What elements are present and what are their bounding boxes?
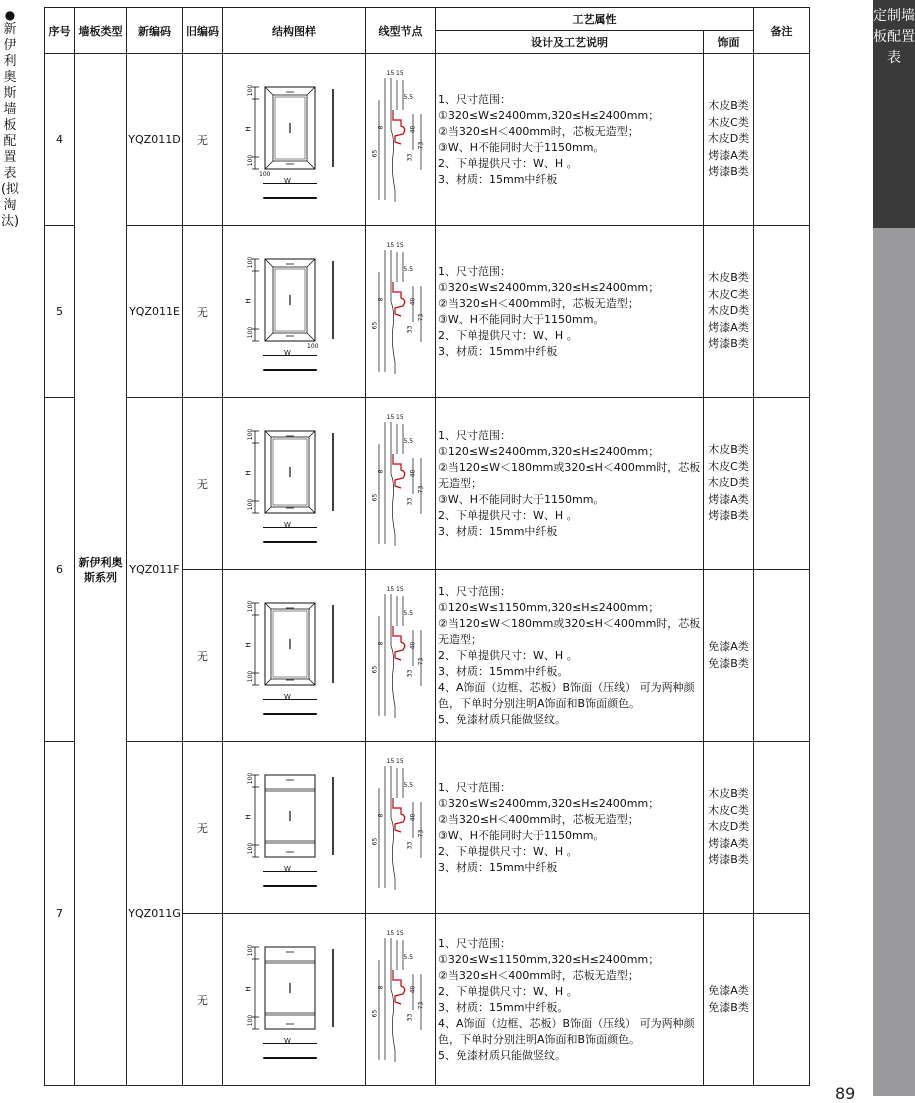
node-label: 33 bbox=[405, 497, 413, 505]
node-label: 33 bbox=[405, 325, 413, 333]
dim-label: H bbox=[244, 813, 253, 820]
finish-item: 木皮B类 bbox=[708, 787, 749, 801]
node-label: 40 bbox=[408, 297, 416, 305]
description-line: 3、材质：15mm中纤板 bbox=[438, 344, 558, 358]
dim-label: H bbox=[244, 641, 253, 648]
node-label: 65 bbox=[370, 665, 378, 673]
node-drawing bbox=[366, 570, 436, 742]
dim-label: W bbox=[284, 692, 291, 701]
node-drawing bbox=[366, 914, 436, 1086]
row-finish bbox=[704, 226, 754, 398]
row-code: YQZ011D bbox=[127, 54, 183, 226]
finish-item: 木皮B类 bbox=[708, 443, 749, 457]
description-line: ③W、H不能同时大于1150mm。 bbox=[438, 492, 605, 506]
row-seq: 7 bbox=[45, 742, 75, 1086]
row-old-code: 无 bbox=[183, 398, 223, 570]
dim-label: 100 bbox=[247, 772, 255, 784]
node-label: 15 15 bbox=[386, 413, 404, 421]
row-old-code: 无 bbox=[183, 914, 223, 1086]
row-remark bbox=[754, 914, 810, 1086]
description-line: 1、尺寸范围： bbox=[438, 936, 511, 950]
bottom-section bbox=[263, 885, 317, 887]
dim-label: 100 bbox=[247, 944, 255, 956]
dim-label: 100 bbox=[247, 84, 255, 96]
node-label: 5.5 bbox=[403, 953, 414, 961]
description-line: 3、材质：15mm中纤板。 bbox=[438, 1000, 569, 1014]
row-finish bbox=[704, 914, 754, 1086]
finish-item: 木皮C类 bbox=[708, 803, 749, 817]
config-table bbox=[44, 7, 810, 1086]
finish-item: 木皮D类 bbox=[707, 132, 750, 146]
row-old-code: 无 bbox=[183, 54, 223, 226]
dim-label: 100 bbox=[247, 1014, 255, 1026]
row-finish bbox=[704, 570, 754, 742]
row-finish bbox=[704, 54, 754, 226]
header-remark: 备注 bbox=[754, 8, 810, 54]
dim-label: 100 bbox=[307, 342, 319, 350]
description-line: 2、下单提供尺寸：W、H 。 bbox=[438, 648, 578, 662]
description-line: 2、下单提供尺寸：W、H 。 bbox=[438, 156, 578, 170]
row-description bbox=[436, 226, 704, 398]
description-line: 2、下单提供尺寸：W、H 。 bbox=[438, 984, 578, 998]
finish-item: 烤漆A类 bbox=[708, 836, 749, 850]
finish-item: 木皮D类 bbox=[707, 304, 750, 318]
row-description bbox=[436, 914, 704, 1086]
row-description bbox=[436, 742, 704, 914]
node-label: 73 bbox=[416, 141, 424, 149]
row-code: YQZ011G bbox=[127, 742, 183, 1086]
row-finish bbox=[704, 742, 754, 914]
node-label: 5.5 bbox=[403, 265, 414, 273]
header-design: 设计及工艺说明 bbox=[436, 31, 704, 54]
node-label: 73 bbox=[416, 313, 424, 321]
dim-label: H bbox=[244, 125, 253, 132]
dim-label: 100 bbox=[247, 256, 255, 268]
finish-item: 烤漆B类 bbox=[708, 853, 749, 867]
description-line: ③W、H不能同时大于1150mm。 bbox=[438, 828, 605, 842]
description-line: ②当320≤H＜400mm时，芯板无造型； bbox=[438, 968, 639, 982]
row-finish bbox=[704, 398, 754, 570]
description-line: 2、下单提供尺寸：W、H 。 bbox=[438, 508, 578, 522]
node-label: 15 15 bbox=[386, 69, 404, 77]
finish-item: 烤漆B类 bbox=[708, 165, 749, 179]
finish-item: 烤漆B类 bbox=[708, 509, 749, 523]
node-label: 8 bbox=[376, 125, 384, 129]
dim-label: H bbox=[244, 469, 253, 476]
description-line: ①320≤W≤2400mm,320≤H≤2400mm； bbox=[438, 796, 660, 810]
row-description bbox=[436, 570, 704, 742]
dim-line bbox=[263, 355, 317, 356]
node-label: 33 bbox=[405, 153, 413, 161]
finish-item: 木皮D类 bbox=[707, 476, 750, 490]
finish-item: 烤漆A类 bbox=[708, 148, 749, 162]
description-line: 5、免漆材质只能做竖纹。 bbox=[438, 712, 566, 726]
header-new-code: 新编码 bbox=[127, 8, 183, 54]
structure-drawing bbox=[223, 226, 366, 398]
dim-line bbox=[263, 527, 317, 528]
finish-item: 免漆A类 bbox=[708, 984, 749, 997]
description-line: ①320≤W≤2400mm,320≤H≤2400mm； bbox=[438, 108, 660, 122]
row-remark bbox=[754, 570, 810, 742]
dim-line bbox=[263, 183, 317, 184]
row-old-code: 无 bbox=[183, 742, 223, 914]
description-line: ①320≤W≤1150mm,320≤H≤2400mm； bbox=[438, 952, 660, 966]
finish-item: 烤漆B类 bbox=[708, 337, 749, 351]
bottom-section bbox=[263, 1057, 317, 1059]
description-line: ①320≤W≤2400mm,320≤H≤2400mm； bbox=[438, 280, 660, 294]
dim-line bbox=[263, 1043, 317, 1044]
table-row bbox=[45, 398, 810, 570]
node-label: 15 15 bbox=[386, 241, 404, 249]
header-type: 墙板类型 bbox=[75, 8, 127, 54]
description-line: 3、材质：15mm中纤板 bbox=[438, 172, 558, 186]
description-line: 1、尺寸范围： bbox=[438, 428, 511, 442]
dim-label: W bbox=[284, 864, 291, 873]
row-remark bbox=[754, 742, 810, 914]
node-label: 65 bbox=[370, 837, 378, 845]
node-label: 8 bbox=[376, 469, 384, 473]
finish-item: 木皮C类 bbox=[708, 459, 749, 473]
description-line: ③W、H不能同时大于1150mm。 bbox=[438, 140, 605, 154]
description-line: ②当320≤H＜400mm时，芯板无造型； bbox=[438, 812, 639, 826]
node-label: 15 15 bbox=[386, 585, 404, 593]
vertical-title-text: 新伊利奥斯墙板配置表(拟淘汰) bbox=[0, 22, 20, 229]
node-label: 5.5 bbox=[403, 437, 414, 445]
structure-drawing bbox=[223, 398, 366, 570]
bullet-icon: ● bbox=[4, 8, 16, 22]
node-label: 65 bbox=[370, 1009, 378, 1017]
node-label: 65 bbox=[370, 493, 378, 501]
dim-label: W bbox=[284, 1036, 291, 1045]
description-line: ②当120≤W＜180mm或320≤H＜400mm时，芯板无造型； bbox=[438, 616, 701, 646]
row-remark bbox=[754, 398, 810, 570]
sidebar-label: 定制墙板配置表 bbox=[873, 0, 915, 228]
node-label: 73 bbox=[416, 1001, 424, 1009]
header-structure: 结构图样 bbox=[223, 8, 366, 54]
finish-item: 木皮B类 bbox=[708, 99, 749, 113]
description-line: 4、A饰面（边框、芯板）B饰面（压线） 可为两种颜色，下单时分别注明A饰面和B饰面颜色。 bbox=[438, 680, 695, 710]
dim-label: 100 bbox=[247, 326, 255, 338]
series-name: 新伊利奥斯系列 bbox=[75, 54, 127, 1086]
finish-item: 免漆B类 bbox=[708, 1000, 749, 1014]
dim-label: 100 bbox=[247, 498, 255, 510]
finish-item: 免漆A类 bbox=[708, 640, 749, 653]
bottom-section bbox=[263, 369, 317, 371]
description-line: 2、下单提供尺寸：W、H 。 bbox=[438, 844, 578, 858]
structure-drawing bbox=[223, 742, 366, 914]
row-code: YQZ011F bbox=[127, 398, 183, 742]
node-label: 5.5 bbox=[403, 609, 414, 617]
description-line: 1、尺寸范围： bbox=[438, 92, 511, 106]
node-label: 33 bbox=[405, 841, 413, 849]
node-label: 8 bbox=[376, 641, 384, 645]
dim-label: H bbox=[244, 297, 253, 304]
node-label: 5.5 bbox=[403, 781, 414, 789]
row-seq: 4 bbox=[45, 54, 75, 226]
header-finish: 饰面 bbox=[704, 31, 754, 54]
dim-label: 100 bbox=[247, 428, 255, 440]
dim-label: 100 bbox=[247, 600, 255, 612]
row-remark bbox=[754, 54, 810, 226]
dim-label: W bbox=[284, 520, 291, 529]
table-row bbox=[45, 226, 810, 398]
finish-item: 木皮C类 bbox=[708, 115, 749, 129]
dim-label: 100 bbox=[247, 670, 255, 682]
dim-label: W bbox=[284, 176, 291, 185]
bottom-section bbox=[263, 197, 317, 199]
row-description bbox=[436, 54, 704, 226]
row-code: YQZ011E bbox=[127, 226, 183, 398]
description-line: 1、尺寸范围： bbox=[438, 780, 511, 794]
node-label: 40 bbox=[408, 985, 416, 993]
node-label: 8 bbox=[376, 297, 384, 301]
header-old-code: 旧编码 bbox=[183, 8, 223, 54]
node-label: 33 bbox=[405, 1013, 413, 1021]
bottom-section bbox=[263, 713, 317, 715]
page-number: 89 bbox=[835, 1084, 856, 1103]
node-label: 15 15 bbox=[386, 929, 404, 937]
dim-line bbox=[263, 699, 317, 700]
description-line: ③W、H不能同时大于1150mm。 bbox=[438, 312, 605, 326]
structure-drawing bbox=[223, 54, 366, 226]
node-label: 8 bbox=[376, 985, 384, 989]
dim-label: H bbox=[244, 985, 253, 992]
node-drawing bbox=[366, 226, 436, 398]
finish-item: 烤漆A类 bbox=[708, 492, 749, 506]
table-row bbox=[45, 54, 810, 226]
row-old-code: 无 bbox=[183, 226, 223, 398]
row-seq: 6 bbox=[45, 398, 75, 742]
row-remark bbox=[754, 226, 810, 398]
finish-item: 木皮D类 bbox=[707, 820, 750, 834]
bottom-section bbox=[263, 541, 317, 543]
dim-label: 100 bbox=[247, 154, 255, 166]
node-label: 40 bbox=[408, 813, 416, 821]
node-drawing bbox=[366, 742, 436, 914]
node-drawing bbox=[366, 398, 436, 570]
description-line: 4、A饰面（边框、芯板）B饰面（压线） 可为两种颜色，下单时分别注明A饰面和B饰面颜色。 bbox=[438, 1016, 695, 1046]
description-line: 2、下单提供尺寸：W、H 。 bbox=[438, 328, 578, 342]
dim-label: W bbox=[284, 348, 291, 357]
description-line: ②当120≤W＜180mm或320≤H＜400mm时，芯板无造型； bbox=[438, 460, 701, 490]
node-drawing bbox=[366, 54, 436, 226]
description-line: ②当320≤H＜400mm时，芯板无造型； bbox=[438, 296, 639, 310]
node-label: 73 bbox=[416, 485, 424, 493]
node-label: 33 bbox=[405, 669, 413, 677]
node-label: 15 15 bbox=[386, 757, 404, 765]
description-line: ①120≤W≤1150mm,320≤H≤2400mm； bbox=[438, 600, 660, 614]
finish-item: 木皮C类 bbox=[708, 287, 749, 301]
description-line: 3、材质：15mm中纤板。 bbox=[438, 664, 569, 678]
node-label: 8 bbox=[376, 813, 384, 817]
header-seq: 序号 bbox=[45, 8, 75, 54]
finish-item: 木皮B类 bbox=[708, 271, 749, 285]
node-label: 40 bbox=[408, 641, 416, 649]
description-line: 5、免漆材质只能做竖纹。 bbox=[438, 1048, 566, 1062]
row-old-code: 无 bbox=[183, 570, 223, 742]
description-line: 3、材质：15mm中纤板 bbox=[438, 860, 558, 874]
description-line: 1、尺寸范围： bbox=[438, 584, 511, 598]
description-line: 3、材质：15mm中纤板 bbox=[438, 524, 558, 538]
description-line: ②当320≤H＜400mm时，芯板无造型； bbox=[438, 124, 639, 138]
finish-item: 免漆B类 bbox=[708, 656, 749, 670]
node-label: 73 bbox=[416, 829, 424, 837]
finish-item: 烤漆A类 bbox=[708, 320, 749, 334]
node-label: 65 bbox=[370, 321, 378, 329]
sidebar bbox=[873, 0, 915, 1096]
node-label: 65 bbox=[370, 149, 378, 157]
row-seq: 5 bbox=[45, 226, 75, 398]
vertical-title bbox=[0, 8, 20, 230]
node-label: 5.5 bbox=[403, 93, 414, 101]
structure-drawing bbox=[223, 570, 366, 742]
description-line: 1、尺寸范围： bbox=[438, 264, 511, 278]
row-description bbox=[436, 398, 704, 570]
node-label: 40 bbox=[408, 469, 416, 477]
table-row bbox=[45, 742, 810, 914]
dim-label: 100 bbox=[259, 170, 271, 178]
dim-label: 100 bbox=[247, 842, 255, 854]
structure-drawing bbox=[223, 914, 366, 1086]
header-node: 线型节点 bbox=[366, 8, 436, 54]
node-label: 73 bbox=[416, 657, 424, 665]
header-process: 工艺属性 bbox=[436, 8, 754, 31]
description-line: ①120≤W≤2400mm,320≤H≤2400mm； bbox=[438, 444, 660, 458]
dim-line bbox=[263, 871, 317, 872]
node-label: 40 bbox=[408, 125, 416, 133]
